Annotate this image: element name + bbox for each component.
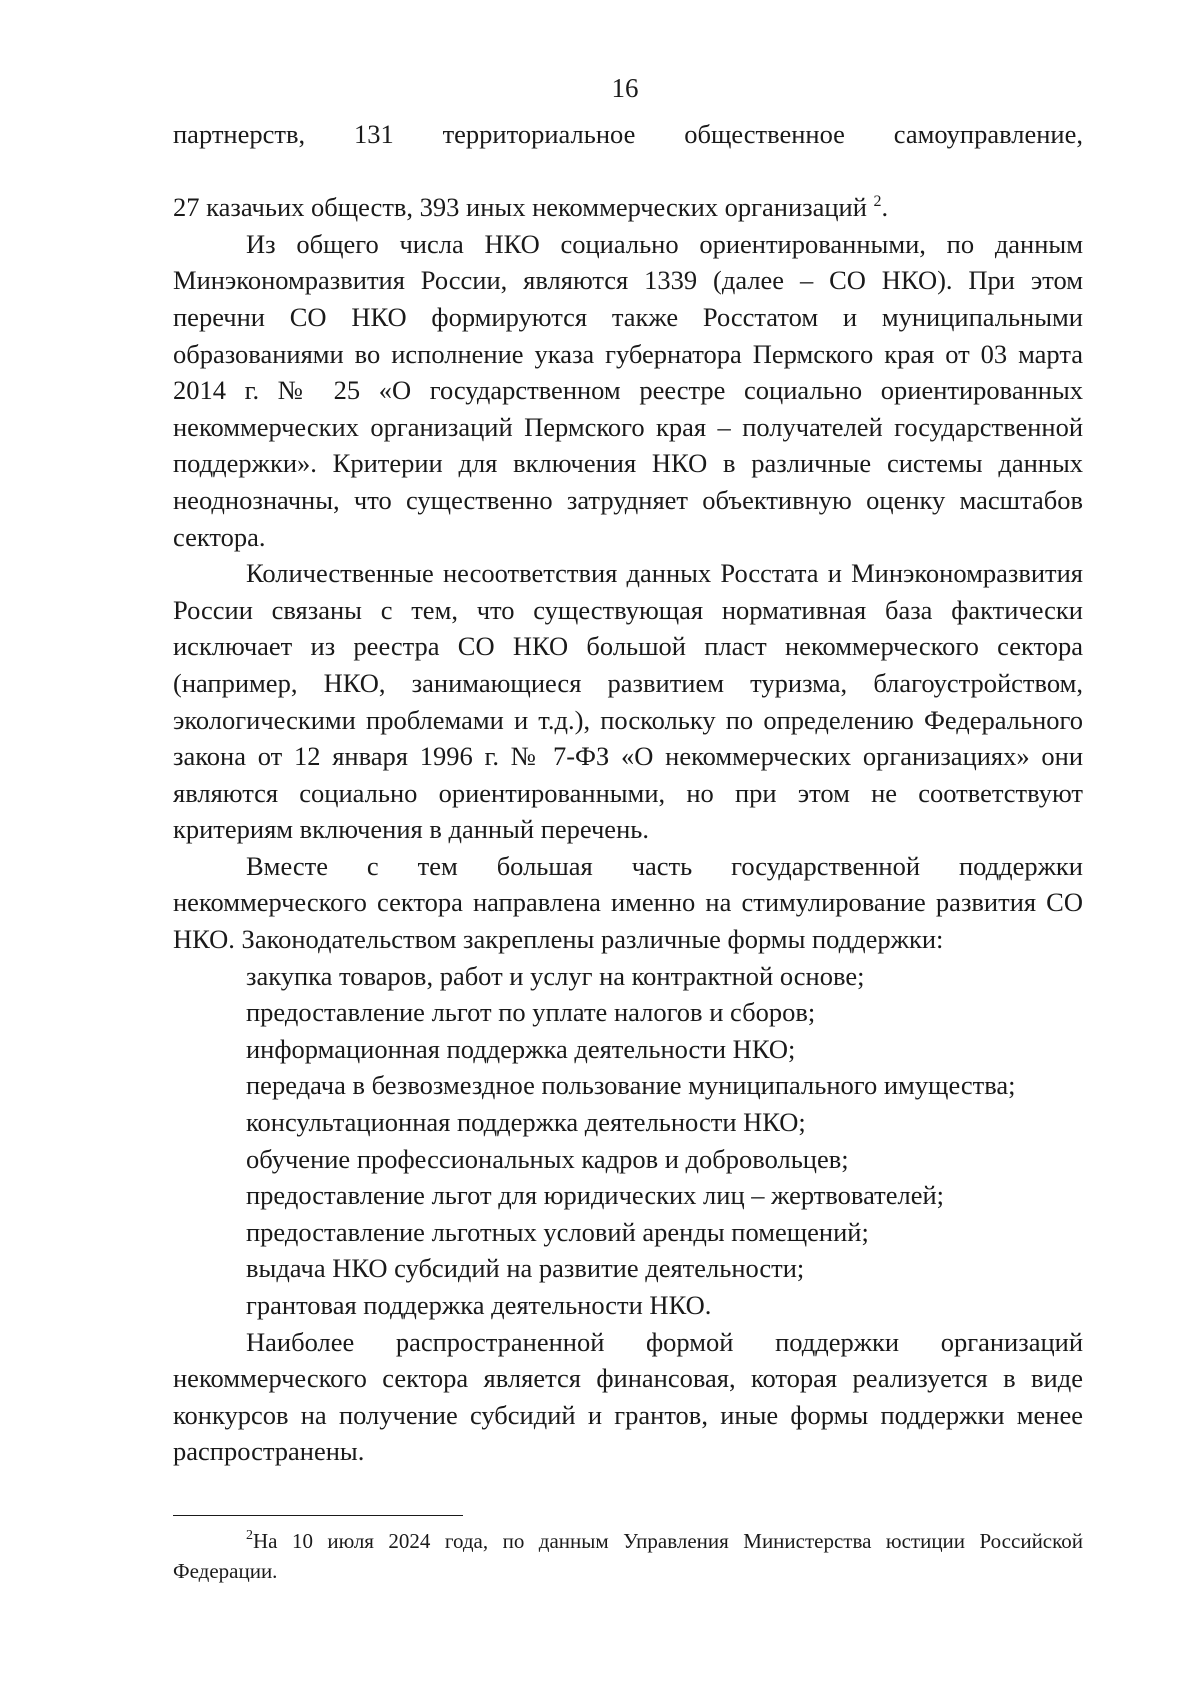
list-item: передача в безвозмездное пользование муниципального имущества; xyxy=(246,1070,1016,1101)
page-number: 16 xyxy=(611,73,639,103)
paragraph-end: . xyxy=(881,192,889,223)
footnote xyxy=(173,1526,1083,1586)
paragraph-sonko-count: Из общего числа НКО социально ориентированными, по данным Минэкономразвития России, являются 1339 (далее – СО НКО). При этом перечни СО НКО формируются также Росстатом и муниципальными образованиями во исполнение указа губернатора Пермского края от 03 марта 2014 г. № 25 «О государственном реестре социально ориентированных некоммерческих организаций Пермского края – получателей государственной поддержки». Критерии для включения НКО в различные системы данных неоднозначны, что существенно затрудняет объективную оценку масштабов сектора. xyxy=(173,228,1083,552)
list-item: консультационная поддержка деятельности НКО; xyxy=(246,1107,806,1138)
paragraph-continuation-line1 xyxy=(173,116,1083,189)
paragraph-support-intro: Вместе с тем большая часть государственной поддержки некоммерческого сектора направлена именно на стимулирование развития СО НКО. Законодательством закреплены различные формы поддержки: xyxy=(173,850,1083,955)
list-item: предоставление льгот для юридических лиц – жертвователей; xyxy=(246,1180,945,1211)
list-item: информационная поддержка деятельности НКО; xyxy=(246,1033,796,1064)
list-item: обучение профессиональных кадров и добровольцев; xyxy=(246,1143,849,1174)
footnote-separator xyxy=(173,1515,463,1516)
paragraph-text: партнерств, 131 территориальное общественное самоуправление, xyxy=(173,119,1083,149)
paragraph-financial-support: Наиболее распространенной формой поддержки организаций некоммерческого сектора является финансовая, которая реализуется в виде конкурсов на получение субсидий и грантов, иные формы поддержки менее распространены. xyxy=(173,1326,1083,1467)
footnote-mark: 2 xyxy=(246,1528,253,1543)
paragraph-data-discrepancies: Количественные несоответствия данных Росстата и Минэкономразвития России связаны с тем, что существующая нормативная база фактически исключает из реестра СО НКО большой пласт некоммерческого сектора (например, НКО, занимающиеся развитием туризма, благоустройством, экологическими проблемами и т.д.), поскольку по определению Федерального закона от 12 января 1996 г. № 7-ФЗ «О некоммерческих организациях» они являются социально ориентированными, но при этом не соответствуют критериям включения в данный перечень. xyxy=(173,558,1083,845)
paragraph-text: 27 казачьих обществ, 393 иных некоммерческих организаций xyxy=(173,192,867,223)
list-item: выдача НКО субсидий на развитие деятельности; xyxy=(246,1253,805,1284)
footnote-reference[interactable]: 2 xyxy=(873,193,882,211)
support-forms-list xyxy=(173,958,1083,1324)
paragraph-continuation-line2 xyxy=(173,189,1083,226)
footnote-text: На 10 июля 2024 года, по данным Управления Министерства юстиции Российской Федерации. xyxy=(173,1529,1083,1583)
list-item: предоставление льготных условий аренды помещений; xyxy=(246,1216,869,1247)
list-item: закупка товаров, работ и услуг на контрактной основе; xyxy=(246,960,865,991)
body-text xyxy=(173,116,1083,1470)
list-item: предоставление льгот по уплате налогов и сборов; xyxy=(246,997,816,1028)
list-item: грантовая поддержка деятельности НКО. xyxy=(246,1290,712,1320)
